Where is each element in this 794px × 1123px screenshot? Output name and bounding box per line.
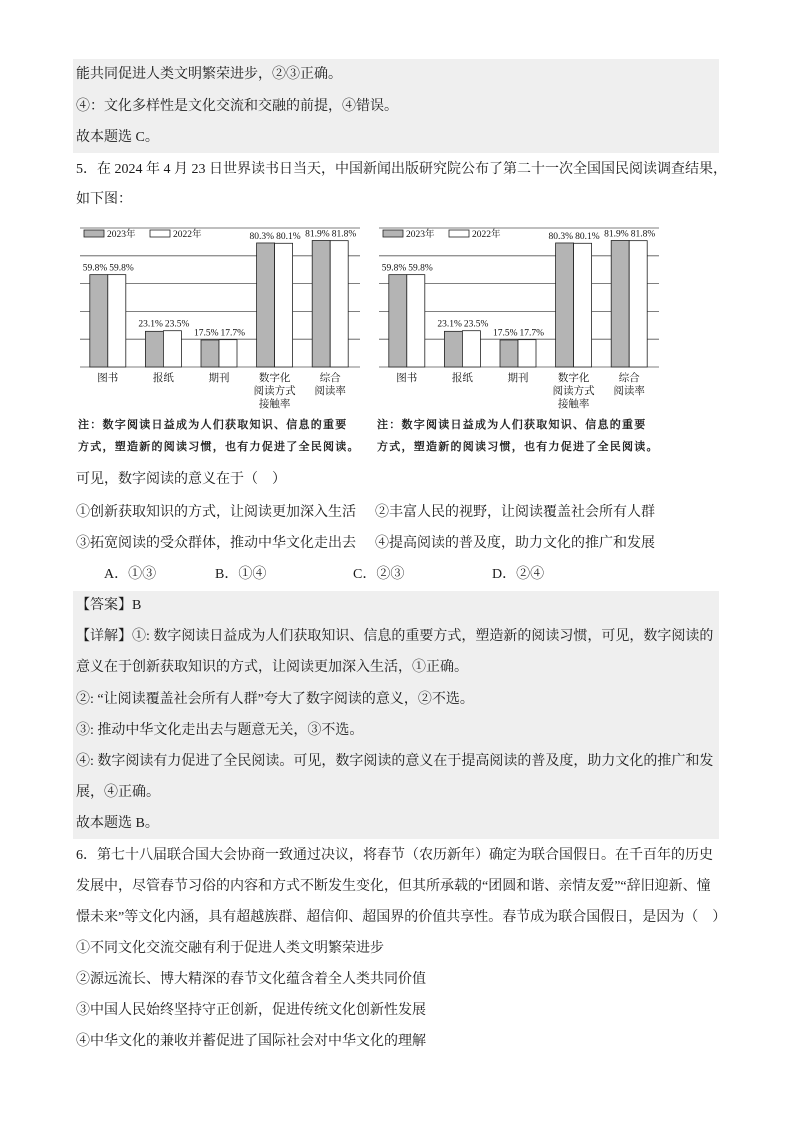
figure-note-line: 方式，塑造新的阅读习惯，也有力促进了全民阅读。: [78, 441, 360, 453]
answer-label: 【答案】B: [76, 598, 142, 613]
category-label: 数字化: [557, 373, 590, 384]
data-label: 17.7%: [519, 328, 545, 339]
detail-line: 【详解】①: 数字阅读日益成为人们获取知识、信息的重要方式，塑造新的阅读习惯，可见，数字阅读的: [76, 629, 714, 644]
detail-line: 意义在于创新获取知识的方式，让阅读更加深入生活，①正确。: [76, 660, 468, 675]
category-label: 图书: [396, 373, 418, 384]
data-label: 23.1%: [437, 319, 462, 330]
bar: [312, 241, 330, 367]
bar: [330, 241, 348, 367]
legend-label: 2023年: [107, 230, 136, 240]
category-label: 期刊: [507, 373, 529, 384]
question-stem-line: 憬未来”等文化内涵，具有超越族群、超信仰、超国界的价值共享性。春节成为联合国假日，是因为（ ）: [76, 910, 727, 925]
legend-label: 2022年: [173, 230, 202, 240]
figure-right: [377, 222, 663, 458]
bar: [518, 340, 536, 367]
detail-line: 展，④正确。: [76, 785, 160, 800]
figure-note-line: 注：数字阅读日益成为人们获取知识、信息的重要: [377, 419, 647, 431]
bar: [574, 243, 592, 367]
category-label: 报纸: [451, 373, 473, 384]
data-label: 80.3%: [249, 231, 275, 242]
bar: [407, 275, 425, 367]
bar: [163, 331, 181, 367]
statement-3: ③中国人民始终坚持守正创新，促进传统文化创新性发展: [76, 1003, 426, 1018]
data-label: 59.8%: [109, 263, 134, 274]
statement-4: ④中华文化的兼收并蓄促进了国际社会对中华文化的理解: [76, 1034, 426, 1049]
category-label: 阅读方式: [253, 386, 296, 397]
data-label: 81.8%: [630, 229, 656, 240]
bar-chart: [78, 222, 364, 414]
choice-a: A．①③: [104, 567, 157, 582]
category-label: 综合: [319, 373, 341, 384]
legend-swatch: [84, 230, 104, 237]
data-label: 59.8%: [408, 263, 433, 274]
bar: [90, 275, 108, 367]
data-label: 80.1%: [276, 231, 301, 242]
bar: [444, 331, 462, 367]
statement-2: ②源远流长、博大精深的春节文化蕴含着全人类共同价值: [76, 972, 426, 987]
choice-c: C．②③: [353, 567, 405, 582]
detail-line: ③: 推动中华文化走出去与题意无关，③不选。: [76, 723, 364, 738]
data-label: 17.5%: [193, 328, 219, 339]
category-label: 阅读率: [314, 386, 346, 397]
data-label: 59.8%: [381, 263, 407, 274]
bar: [611, 241, 629, 367]
legend-swatch: [383, 230, 403, 237]
legend-label: 2022年: [472, 230, 501, 240]
category-label: 阅读方式: [552, 386, 595, 397]
answer-line: ④：文化多样性是文化交流和交融的前提，④错误。: [76, 99, 398, 114]
question-stem-line: 5．在 2024 年 4 月 23 日世界读书日当天，中国新闻出版研究院公布了第二十一次全国国民阅读调查结果，: [76, 162, 727, 177]
category-label: 接触率: [258, 399, 291, 410]
figure-note-line: 方式，塑造新的阅读习惯，也有力促进了全民阅读。: [377, 441, 659, 453]
data-label: 17.5%: [492, 328, 518, 339]
question-stem-line: 6．第七十八届联合国大会协商一致通过决议，将春节（农历新年）确定为联合国假日。在千百年的历史: [76, 848, 713, 863]
data-label: 80.3%: [548, 231, 574, 242]
data-label: 23.1%: [138, 319, 163, 330]
data-label: 80.1%: [575, 231, 600, 242]
statement-1: ①创新获取知识的方式，让阅读更加深入生活: [76, 505, 356, 520]
legend-label: 2023年: [406, 230, 435, 240]
data-label: 81.8%: [331, 229, 357, 240]
data-label: 81.9%: [604, 229, 629, 240]
bar: [389, 275, 407, 367]
category-label: 期刊: [208, 373, 230, 384]
bar: [145, 331, 163, 367]
detail-line: 故本题选 B。: [76, 816, 159, 831]
data-label: 17.7%: [220, 328, 246, 339]
category-label: 接触率: [557, 399, 590, 410]
bar: [275, 243, 293, 367]
statement-3: ③拓宽阅读的受众群体，推动中华文化走出去: [76, 536, 356, 551]
category-label: 图书: [97, 373, 119, 384]
bar: [108, 275, 126, 367]
answer-line: 故本题选 C。: [76, 130, 159, 145]
statement-4: ④提高阅读的普及度，助力文化的推广和发展: [375, 536, 655, 551]
legend-swatch: [150, 230, 170, 237]
data-label: 23.5%: [164, 319, 190, 330]
bar: [556, 243, 574, 367]
figure-left: [78, 222, 364, 458]
statement-2: ②丰富人民的视野，让阅读覆盖社会所有人群: [375, 505, 655, 520]
legend-swatch: [449, 230, 469, 237]
question-prompt: 可见，数字阅读的意义在于（ ）: [76, 472, 286, 487]
bar: [629, 241, 647, 367]
category-label: 阅读率: [613, 386, 645, 397]
detail-line: ②: “让阅读覆盖社会所有人群”夸大了数字阅读的意义，②不选。: [76, 692, 474, 707]
question-stem-line: 如下图：: [76, 192, 132, 207]
category-label: 综合: [618, 373, 640, 384]
category-label: 数字化: [258, 373, 291, 384]
figure-note-line: 注：数字阅读日益成为人们获取知识、信息的重要: [78, 419, 348, 431]
choice-b: B．①④: [215, 567, 267, 582]
answer-line: 能共同促进人类文明繁荣进步，②③正确。: [76, 67, 342, 82]
data-label: 59.8%: [82, 263, 108, 274]
bar: [462, 331, 480, 367]
statement-1: ①不同文化交流交融有利于促进人类文明繁荣进步: [76, 941, 384, 956]
data-label: 23.5%: [463, 319, 489, 330]
category-label: 报纸: [152, 373, 174, 384]
bar: [500, 340, 518, 367]
detail-line: ④: 数字阅读有力促进了全民阅读。可见，数字阅读的意义在于提高阅读的普及度，助力文化的推广和发: [76, 754, 714, 769]
bar-chart: [377, 222, 663, 414]
bar: [201, 340, 219, 367]
choice-d: D．②④: [492, 567, 545, 582]
bar: [219, 340, 237, 367]
data-label: 81.9%: [305, 229, 330, 240]
bar: [257, 243, 275, 367]
question-stem-line: 发展中，尽管春节习俗的内容和方式不断发生变化，但其所承载的“团圆和谐、亲情友爱”“辞旧迎新、憧: [76, 879, 711, 894]
